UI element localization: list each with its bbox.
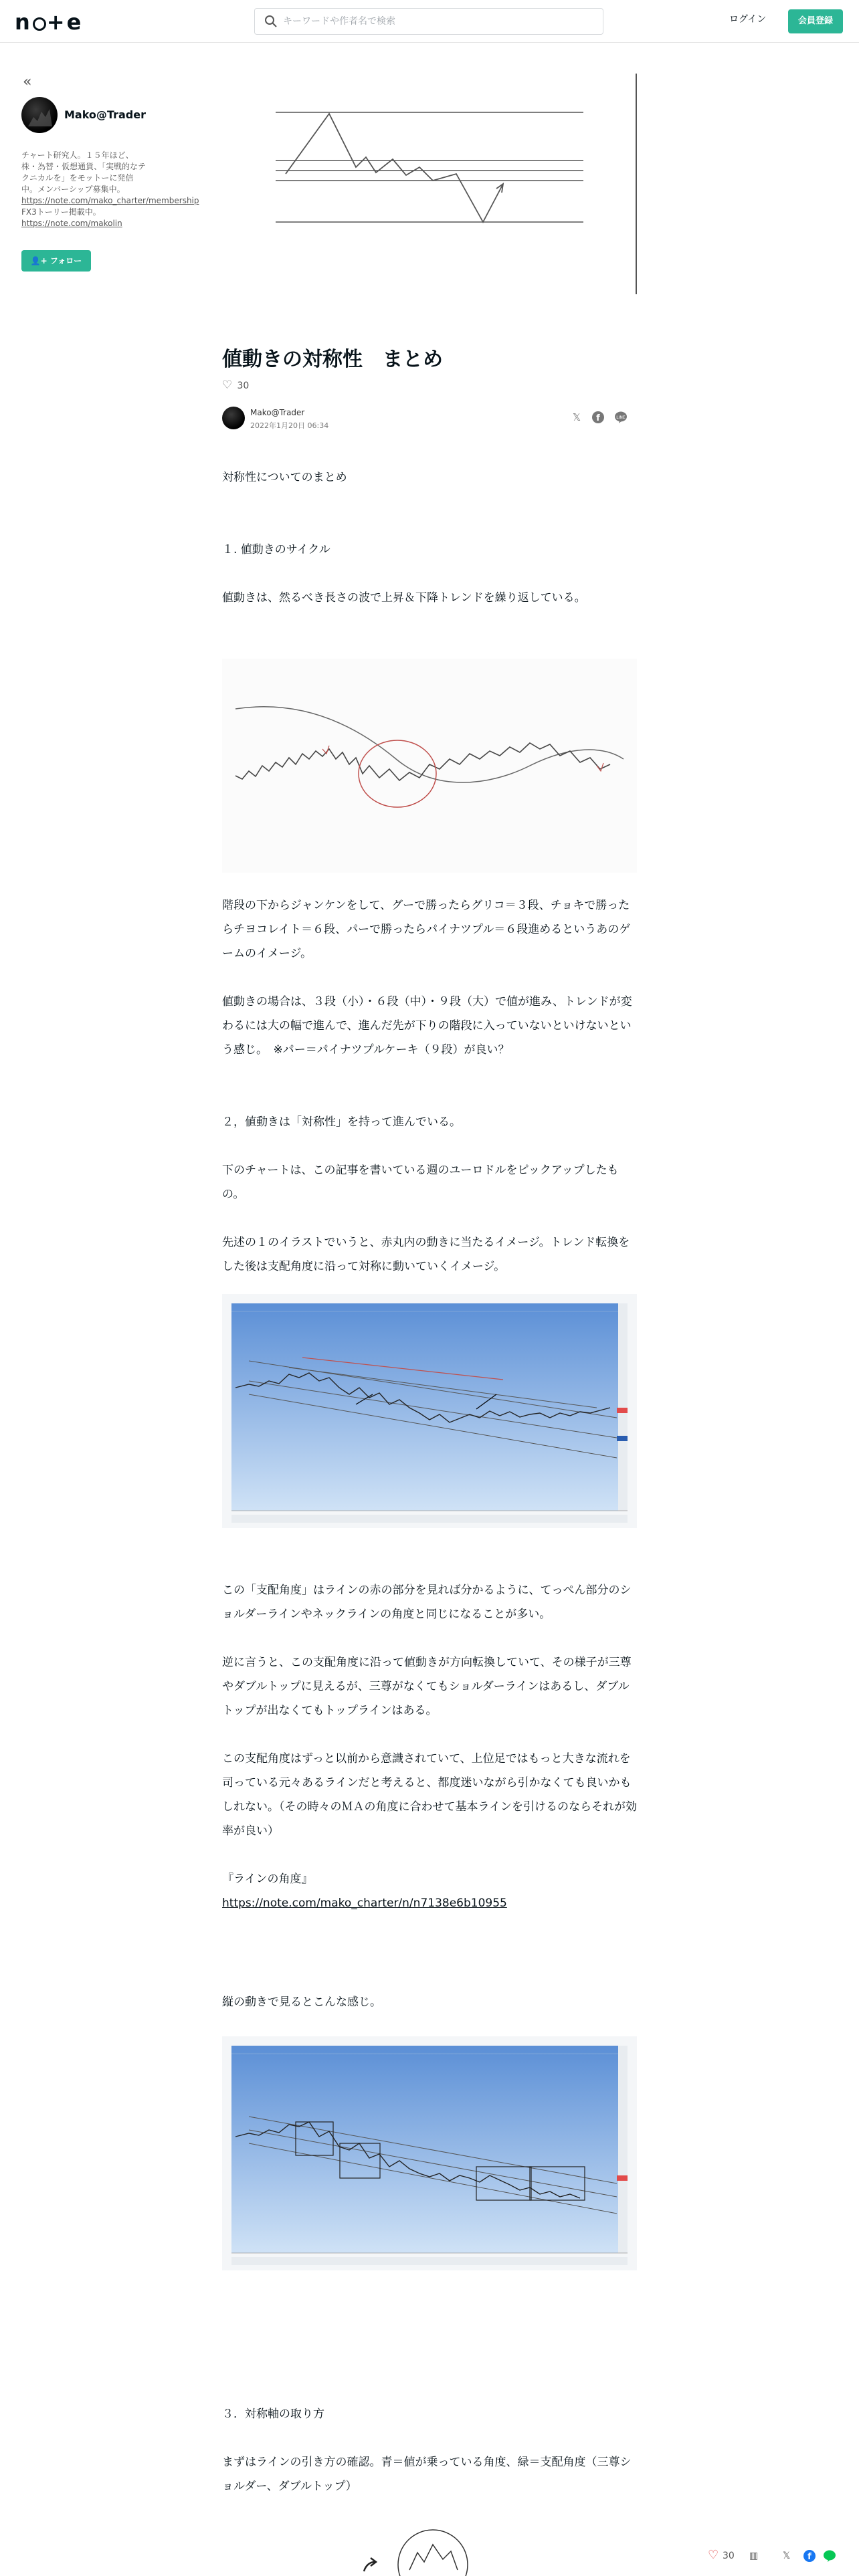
author-row [222,407,637,432]
signup-button[interactable]: 会員登録 [788,9,843,33]
footer-x-icon[interactable]: 𝕏 [783,2551,791,2561]
hero-diagram [222,74,637,294]
x-share-icon[interactable]: 𝕏 [572,411,581,423]
like-count: 30 [237,381,250,391]
vertical-movement-chart-figure [222,2036,637,2270]
author-avatar[interactable] [222,407,245,429]
user-plus-icon: 👤+ [30,256,47,265]
author-bio [21,150,199,229]
paragraph-circle: 先述の１のイラストでいうと、赤丸内の動きに当たるイメージ。トレンド転換をした後は支配角度に沿って対称に動いていくイメージ。 [222,1236,630,1273]
makolin-link[interactable]: https://note.com/makolin [21,219,122,228]
note-logo[interactable]: n +e [15,9,84,35]
footer-line-icon[interactable] [823,2549,836,2565]
like-row[interactable] [222,379,249,392]
avatar[interactable] [21,97,58,133]
paragraph-eurusd: 下のチャートは、この記事を書いている週のユーロドルをピックアップしたもの。 [222,1164,619,1201]
site-header [0,0,859,43]
login-link[interactable]: ログイン [729,14,767,25]
hero-divider [636,74,637,294]
line-angle-link[interactable]: https://note.com/mako_charter/n/n7138e6b10955 [222,1897,507,1910]
paragraph-steps: 値動きの場合は、３段（小）・６段（中）・９段（大）で値が進み、トレンドが変わるには大の幅で進んで、進んだ先が下りの階段に入っていないといけないという感じ。 ※パー＝パイナツプルケーキ（９段）が良い？ [222,995,632,1057]
paragraph-line-angle-title: 『ラインの角度』 [222,1872,313,1886]
facebook-share-icon[interactable] [591,411,605,424]
svg-text:f: f [596,413,600,423]
paragraph-dominant-angle: この「支配角度」はラインの赤の部分を見れば分かるように、てっぺん部分のショルダーラインやネックラインの角度と同じになることが多い。 [222,1584,632,1621]
wave-cycle-figure [222,659,637,873]
svg-text:f: f [807,2552,812,2562]
heading-3: ３．対称軸の取り方 [222,2407,324,2421]
follow-button[interactable] [21,250,91,272]
floating-action-bar [702,2548,856,2568]
publish-date: 2022年1月20日 06:34 [250,421,329,430]
search-box[interactable] [254,8,603,35]
paragraph-how-to-draw: まずはラインの引き方の確認。青＝値が乗っている角度、緑＝支配角度（三尊ショルダー、ダブルトップ） [222,2456,632,2493]
line-share-icon[interactable] [614,411,628,424]
author-name[interactable]: Mako@Trader [64,108,146,121]
search-input[interactable] [283,9,591,34]
footer-heart-icon[interactable]: ♡ [708,2548,719,2562]
heading-1: １. 値動きのサイクル [222,543,330,556]
bio-mid: FX3トーリー掲載中。 [21,207,101,217]
paragraph-reverse: 逆に言うと、この支配角度に沿って値動きが方向転換していて、その様子が三尊やダブルトップに見えるが、三尊がなくてもショルダーラインはあるし、ダブルトップが出なくてもトップラインはある。 [222,1656,632,1717]
follow-label: フォロー [50,256,82,265]
collapse-sidebar-icon[interactable]: « [23,74,32,90]
paragraph-higher-tf: この支配角度はずっと以前から意識されていて、上位足ではもっと大きな流れを司っている元々あるラインだと考えると、都度迷いながら引かなくても良いかもしれない。（その時々のＭＡの角度に合わせて基本ラインを引けるのならそれが効率が良い） [222,1752,637,1838]
paragraph-game: 階段の下からジャンケンをして、グーで勝ったらグリコ＝３段、チョキで勝ったらチヨコレイト＝６段、パーで勝ったらパイナツプル＝６段進めるというあのゲームのイメージ。 [222,899,631,960]
membership-link[interactable]: https://note.com/mako_charter/membership [21,196,199,205]
axis-sketch-figure [222,2518,637,2576]
paragraph-cycle: 値動きは、然るべき長さの波で上昇＆下降トレンドを繰り返している。 [222,591,586,605]
paragraph-vertical: 縦の動きで見るとこんな感じ。 [222,1996,381,2009]
heading-2: ２，値動きは「対称性」を持って進んでいる。 [222,1115,461,1129]
svg-text:LINE: LINE [616,415,626,420]
author-name-small[interactable]: Mako@Trader [250,408,305,417]
paragraph-line-angle-link [222,1891,637,1915]
footer-facebook-icon[interactable] [803,2549,816,2565]
eurusd-chart-figure [222,1294,637,1528]
article-title: 値動きの対称性 まとめ [222,348,443,371]
footer-like-count: 30 [723,2551,735,2561]
heart-icon[interactable]: ♡ [222,379,233,392]
search-icon [264,15,278,28]
paragraph-intro: 対称性についてのまとめ [222,471,347,484]
magazine-icon[interactable]: ▥ [749,2551,759,2561]
bio-text: チャート研究人。１５年ほど、株・為替・仮想通貨、「実戦的なテクニカルを」をモットーに発信中。メンバーシップ募集中。 [21,150,147,194]
